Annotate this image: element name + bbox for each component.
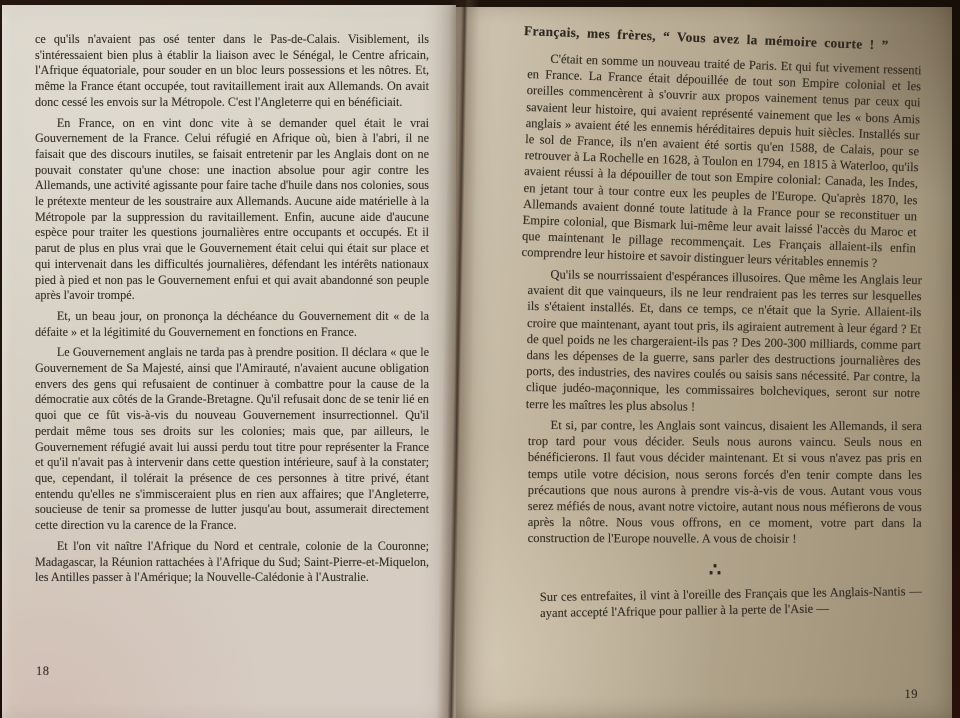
left-paragraph: En France, on en vint donc vite à se demander quel était le vrai Gouvernement de la France. Celui réfugié en Afrique où, bien à l'abri, il ne faisait que des discours inutiles, se faisait entretenir par les Anglais dont on ne pouvait constater qu'une chose: une inaction absolue pour agir contre les Allemands, une activité agissante pour faire tache d'huile dans nos colonies, sous le prétexte menteur de les soustraire aux Allemands. Aucune aide matérielle à la Métropole par la suppression du ravitaillement. Enfin, aucune aide d'aucune espèce pour traiter les questions journalières entre occupants et occupés. Et il parut de plus en plus vrai que le Gouvernement était celui qui était sur place et qui intervenait dans les difficultés journalières, défendant les intérêts nationaux pied à pied et non pas le Gouvernement enfui et qui avait abandonné son peuple après l'avoir trompé. bbox=[35, 115, 429, 303]
right-paragraph: Qu'ils se nourrissaient d'espérances illusoires. Que même les Anglais leur avaient dit que vainqueurs, ils ne leur rendraient pas les terres sur lesquelles ils s'étaient installés. Et, dans ce temps, ce n'était que la Syrie. Allaient-ils croire que maintenant, ayant tout pris, ils agiraient autrement à leur égard ? Et de quel poids ne les chargeraient-ils pas ? Des 200-300 milliards, comme part dans les dépenses de la guerre, sans parler des destructions journalières des ports, des industries, des navires coulés ou saisis sans nécessité. Par contre, la clique judéo-maçonnique, les commissaires bolcheviques, seront sur notre terre les maîtres les plus absolus ! bbox=[525, 267, 922, 414]
left-page bbox=[2, 5, 456, 718]
left-paragraph: Le Gouvernement anglais ne tarda pas à prendre position. Il déclara « que le Gouvernement de Sa Majesté, ainsi que l'Amirauté, n'avaient aucune obligation envers des gens qui refusaient de continuer à combattre pour la cause de la démocratie aux côtés de la Grande-Bretagne. Qu'il refusait donc de se tenir lié en quoi que ce fût vis-à-vis du nouveau Gouvernement insurrectionnel. Qu'il perdait même tous ses droits sur les colonies; mais que, par ailleurs, le Gouvernement réfugié avait lui aussi perdu tout titre pour représenter la France et qu'il n'avait pas à intervenir dans cette question intérieure, sauf à la constater; que, cependant, il tolérait la présence de ces personnes à titre privé, étant entendu qu'elles ne s'immisceraient plus en rien aux affaires; que l'Angleterre, soucieuse de tenir sa promesse de lutter jusqu'au bout, assumerait directement cette direction vu la carence de la France. bbox=[35, 345, 429, 533]
left-paragraph: Et, un beau jour, on prononça la déchéance du Gouvernement dit « de la défaite » et la légitimité du Gouvernement en fonctions en France. bbox=[35, 308, 429, 339]
left-page-number: 18 bbox=[36, 664, 50, 679]
left-paragraph: ce qu'ils n'avaient pas osé tenter dans le Pas-de-Calais. Visiblement, ils s'intéressaient bien plus à établir la liaison avec le Sénégal, le Centre africain, l'Afrique équatoriale, pour souder en un bloc leurs possessions et les nôtres. Et, même la France étant occupée, tout ravitaillement irait aux Allemands. On avait donc cessé les envois sur la Métropole. C'est l'Angleterre qui en bénéficiait. bbox=[35, 32, 429, 109]
right-page-number: 19 bbox=[904, 686, 918, 701]
left-page-text-column bbox=[2, 5, 456, 718]
chapter-title: Français, mes frères, “ Vous avez la mémoire courte ! ” bbox=[523, 23, 889, 53]
right-page-text-column bbox=[456, 7, 952, 718]
right-paragraph: Et si, par contre, les Anglais sont vaincus, disaient les Allemands, il sera trop tard pour vous décider. Seuls nous aurons vaincu. Seuls nous en bénéficierons. Il faut vous décider maintenant. Et si vous n'avez pas pris en temps utile votre décision, nous serons forcés d'en tenir compte dans les précautions que nous aurons à prendre vis-à-vis de vous. Autant vous vous serez méfiés de nous, avant notre victoire, autant nous nous méfierons de vous après la nôtre. Nous vous offrons, en ce moment, votre part dans la construction de l'Europe nouvelle. A vous de choisir ! bbox=[527, 417, 922, 546]
asterism-divider: ∴ bbox=[708, 560, 722, 582]
closing-paragraph: Sur ces entrefaites, il vint à l'oreille des Français que les Anglais-Nantis — ayant accepté l'Afrique pour pallier à la perte de l'Asie — bbox=[539, 583, 922, 620]
right-page bbox=[456, 7, 952, 718]
right-paragraph: C'était en somme un nouveau traité de Paris. Et qui fut vivement ressenti en France. La France était dépouillée de tout son Empire colonial et les oreilles commencèrent à s'ouvrir aux propos vainement tenus par ceux qui savaient leur histoire, qui avaient représenté vainement que les « bons Amis anglais » avaient été les ennemis héréditaires depuis huit siècles. Installés sur le sol de France, ils n'en avaient été sortis qu'en 1588, de Calais, pour se retrouver à La Rochelle en 1628, à Toulon en 1794, en 1815 à Waterloo, qu'ils avaient réussi à la dépouiller de tout son Empire colonial: Canada, les Indes, en jetant tour à tour contre eux les peuples de l'Europe. Qu'après 1870, les Allemands avaient donné toute latitude à la France pour se reconstituer un Empire colonial, que Bismark lui-même leur avait laissé l'accès du Maroc et que maintenant le pillage recommençait. Les Français allaient-ils enfin comprendre leur histoire et savoir distinguer leurs véritables ennemis ? bbox=[521, 51, 922, 271]
left-paragraph: Et l'on vit naître l'Afrique du Nord et centrale, colonie de la Couronne; Madagascar, la Réunion rattachées à l'Afrique du Sud; Saint-Pierre-et-Miquelon, les Antilles passer à l'Amérique; la Nouvelle-Calédonie à l'Australie. bbox=[35, 538, 429, 585]
